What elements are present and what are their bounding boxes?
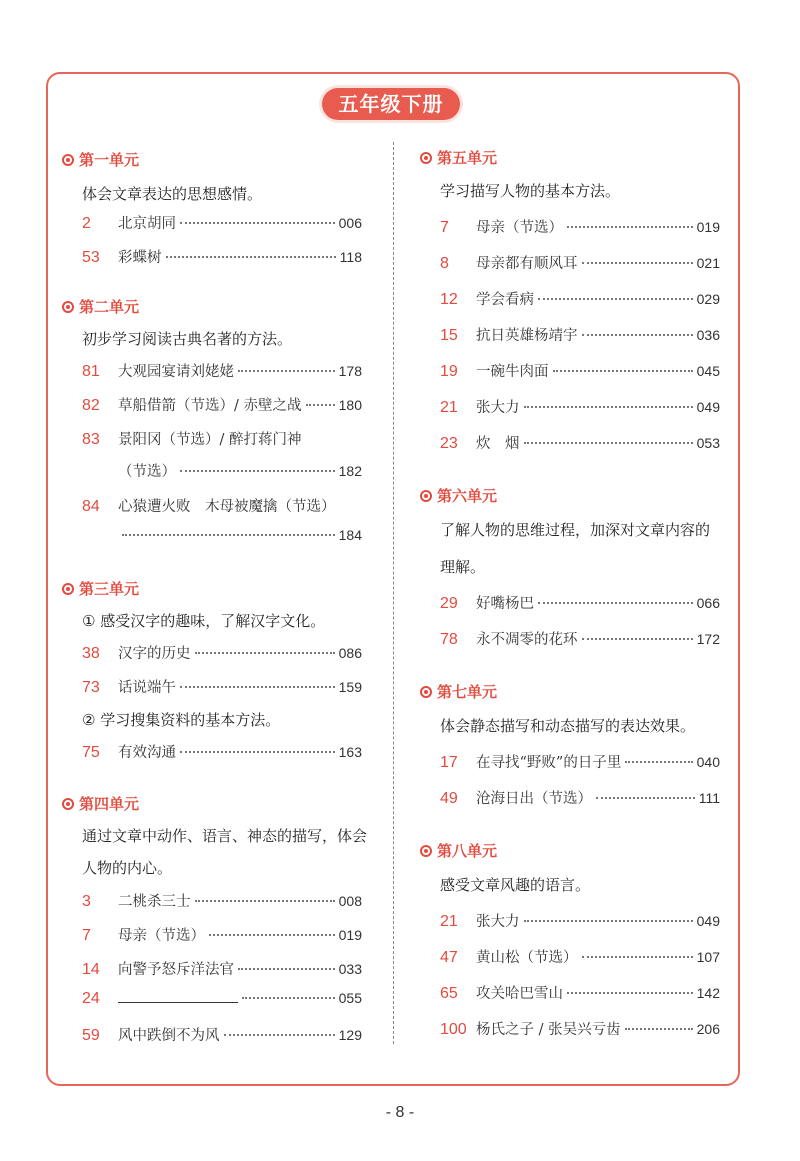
entry-number: 73 <box>82 679 100 696</box>
toc-entry[interactable] <box>440 787 720 808</box>
leader-dots <box>224 1034 335 1036</box>
leader-dots <box>306 404 335 406</box>
entry-page: 036 <box>696 327 720 343</box>
entry-title: 攻关哈巴雪山 <box>476 986 563 1002</box>
unit-heading[interactable] <box>420 485 497 506</box>
leader-dots <box>524 442 693 444</box>
unit-title: 第三单元 <box>79 580 140 598</box>
toc-entry[interactable] <box>82 246 362 267</box>
toc-entry[interactable] <box>440 360 720 381</box>
toc-entry[interactable] <box>440 982 720 1003</box>
entry-title: 景阳冈（节选）/ 醉打蒋门神 <box>118 432 302 448</box>
entry-number: 12 <box>440 291 458 308</box>
unit-title: 第七单元 <box>437 683 498 701</box>
entry-title: 彩蝶树 <box>118 250 162 266</box>
leader-dots <box>180 751 335 753</box>
entry-page: 180 <box>338 397 362 413</box>
entry-number: 14 <box>82 961 100 978</box>
entry-title: 母亲都有顺风耳 <box>476 256 578 272</box>
leader-dots <box>195 900 335 902</box>
unit-title: 第八单元 <box>437 842 498 860</box>
entry-title: 心猿遭火败 木母被魔擒（节选） <box>118 499 336 515</box>
entry-title: 沧海日出（节选） <box>476 791 592 807</box>
unit-heading[interactable] <box>420 147 497 168</box>
target-icon <box>62 583 74 595</box>
entry-number: 75 <box>82 744 100 761</box>
entry-title: 二桃杀三士 <box>118 894 191 910</box>
toc-entry[interactable] <box>82 642 362 663</box>
entry-page: 086 <box>338 645 362 661</box>
entry-number: 82 <box>82 397 100 414</box>
unit-heading[interactable] <box>62 793 139 814</box>
entry-page: 159 <box>338 679 362 695</box>
toc-entry[interactable] <box>82 990 362 1008</box>
leader-dots <box>538 602 693 604</box>
entry-page: 107 <box>696 949 720 965</box>
entry-title: 风中跌倒不为风 <box>118 1028 220 1044</box>
toc-entry[interactable] <box>82 360 362 381</box>
toc-entry[interactable] <box>82 958 362 979</box>
leader-dots <box>625 1028 693 1030</box>
entry-title: 北京胡同 <box>118 216 176 232</box>
unit-goal: 理解。 <box>440 558 486 576</box>
leader-dots <box>166 256 336 258</box>
entry-title: 永不凋零的花环 <box>476 632 578 648</box>
toc-entry[interactable] <box>440 1018 720 1039</box>
toc-entry[interactable] <box>440 946 720 967</box>
toc-entry[interactable] <box>82 741 362 762</box>
toc-entry[interactable] <box>82 428 362 449</box>
toc-entry[interactable] <box>82 394 362 415</box>
entry-title: 炊 烟 <box>476 436 520 452</box>
entry-number: 3 <box>82 893 91 910</box>
entry-number: 19 <box>440 363 458 380</box>
leader-dots <box>553 370 693 372</box>
toc-entry[interactable] <box>82 495 362 516</box>
target-icon <box>420 490 432 502</box>
unit-title: 第六单元 <box>437 487 498 505</box>
entry-page: 182 <box>338 463 362 479</box>
unit-heading[interactable] <box>62 578 139 599</box>
entry-page: 029 <box>696 291 720 307</box>
entry-page: 055 <box>338 990 362 1006</box>
entry-title: 母亲（节选） <box>476 220 563 236</box>
leader-dots <box>538 298 693 300</box>
entry-number: 23 <box>440 435 458 452</box>
entry-number: 21 <box>440 399 458 416</box>
entry-page: 163 <box>338 744 362 760</box>
entry-title: 话说端午 <box>118 680 176 696</box>
toc-entry[interactable] <box>82 890 362 911</box>
blank-title-line[interactable] <box>118 1002 238 1003</box>
entry-page: 111 <box>698 790 720 806</box>
entry-page: 049 <box>696 913 720 929</box>
entry-page: 142 <box>696 985 720 1001</box>
entry-page: 049 <box>696 399 720 415</box>
toc-entry[interactable] <box>82 212 362 233</box>
entry-number: 38 <box>82 645 100 662</box>
target-icon <box>62 301 74 313</box>
toc-entry[interactable] <box>82 924 362 945</box>
leader-dots <box>582 262 693 264</box>
entry-number: 7 <box>82 927 91 944</box>
entry-title: 向警予怒斥洋法官 <box>118 962 234 978</box>
entry-page: 008 <box>338 893 362 909</box>
entry-number: 49 <box>440 790 458 807</box>
leader-dots <box>596 797 695 799</box>
grade-title-badge: 五年级下册 <box>322 88 460 120</box>
entry-title: 学会看病 <box>476 292 534 308</box>
entry-title: 张大力 <box>476 914 520 930</box>
unit-title: 第五单元 <box>437 149 498 167</box>
entry-number: 53 <box>82 249 100 266</box>
unit-title: 第二单元 <box>79 298 140 316</box>
entry-page: 045 <box>696 363 720 379</box>
entry-number: 100 <box>440 1021 467 1038</box>
leader-dots <box>180 686 335 688</box>
entry-page: 172 <box>696 631 720 647</box>
leader-dots <box>582 956 693 958</box>
leader-dots <box>180 470 335 472</box>
entry-page: 053 <box>696 435 720 451</box>
unit-goal: 体会静态描写和动态描写的表达效果。 <box>440 717 696 735</box>
entry-number: 47 <box>440 949 458 966</box>
entry-page: 066 <box>696 595 720 611</box>
entry-page: 178 <box>338 363 362 379</box>
leader-dots <box>582 334 693 336</box>
target-icon <box>420 152 432 164</box>
unit-goal: 体会文章表达的思想感情。 <box>82 185 263 203</box>
entry-title: 张大力 <box>476 400 520 416</box>
entry-title: （节选） <box>118 464 176 480</box>
entry-title: 有效沟通 <box>118 745 176 761</box>
entry-title: 大观园宴请刘姥姥 <box>118 364 234 380</box>
toc-entry-continued[interactable] <box>118 460 362 481</box>
unit-goal: 人物的内心。 <box>82 859 173 877</box>
toc-entry[interactable] <box>440 432 720 453</box>
entry-number: 65 <box>440 985 458 1002</box>
entry-page: 006 <box>338 215 362 231</box>
unit-goal: 初步学习阅读古典名著的方法。 <box>82 330 293 348</box>
entry-title: 杨氏之子 / 张吴兴亏齿 <box>476 1022 621 1038</box>
entry-page: 033 <box>338 961 362 977</box>
column-divider <box>393 142 394 1044</box>
leader-dots <box>195 652 335 654</box>
unit-goal: 通过文章中动作、语言、神态的描写，体会 <box>82 827 368 845</box>
leader-dots <box>567 992 693 994</box>
unit-heading[interactable] <box>420 681 497 702</box>
toc-entry-continued[interactable] <box>122 527 362 543</box>
unit-goal: 了解人物的思维过程，加深对文章内容的 <box>440 521 711 539</box>
leader-dots <box>524 920 693 922</box>
entry-number: 59 <box>82 1027 100 1044</box>
entry-number: 84 <box>82 498 100 515</box>
toc-entry[interactable] <box>440 324 720 345</box>
leader-dots <box>242 997 335 999</box>
entry-number: 7 <box>440 219 449 236</box>
entry-title: 母亲（节选） <box>118 928 205 944</box>
entry-number: 17 <box>440 754 458 771</box>
entry-page: 184 <box>338 527 362 543</box>
unit-title: 第四单元 <box>79 795 140 813</box>
leader-dots <box>238 968 335 970</box>
leader-dots <box>524 406 693 408</box>
entry-title: 黄山松（节选） <box>476 950 578 966</box>
unit-goal: ① 感受汉字的趣味，了解汉字文化。 <box>82 612 326 630</box>
unit-heading[interactable] <box>420 840 497 861</box>
toc-entry[interactable] <box>440 216 720 237</box>
target-icon <box>420 686 432 698</box>
entry-page: 021 <box>696 255 720 271</box>
unit-heading[interactable] <box>62 149 139 170</box>
entry-page: 118 <box>339 249 362 265</box>
entry-title: 一碗牛肉面 <box>476 364 549 380</box>
entry-title: 在寻找“野败”的日子里 <box>476 755 622 771</box>
unit-goal: 感受文章风趣的语言。 <box>440 876 591 894</box>
target-icon <box>420 845 432 857</box>
entry-title: 草船借箭（节选）/ 赤壁之战 <box>118 398 302 414</box>
toc-entry[interactable] <box>440 628 720 649</box>
page-number: - 8 - <box>385 1104 415 1121</box>
entry-page: 206 <box>696 1021 720 1037</box>
entry-title: 好嘴杨巴 <box>476 596 534 612</box>
toc-entry[interactable] <box>440 592 720 613</box>
leader-dots <box>180 222 335 224</box>
entry-number: 8 <box>440 255 449 272</box>
leader-dots <box>582 638 693 640</box>
entry-number: 29 <box>440 595 458 612</box>
entry-page: 129 <box>338 1027 362 1043</box>
entry-number: 15 <box>440 327 458 344</box>
toc-entry[interactable] <box>440 910 720 931</box>
entry-number: 21 <box>440 913 458 930</box>
leader-dots <box>209 934 335 936</box>
entry-page: 019 <box>338 927 362 943</box>
toc-entry[interactable] <box>440 751 720 772</box>
unit-goal: 学习描写人物的基本方法。 <box>440 182 621 200</box>
leader-dots <box>122 534 335 536</box>
entry-title: 抗日英雄杨靖宇 <box>476 328 578 344</box>
unit-goal: ② 学习搜集资料的基本方法。 <box>82 711 281 729</box>
entry-page: 040 <box>696 754 720 770</box>
toc-entry[interactable] <box>82 676 362 697</box>
toc-entry[interactable] <box>440 252 720 273</box>
entry-number: 24 <box>82 990 100 1007</box>
toc-entry[interactable] <box>440 396 720 417</box>
entry-page: 019 <box>696 219 720 235</box>
entry-title: 汉字的历史 <box>118 646 191 662</box>
entry-number: 81 <box>82 363 100 380</box>
target-icon <box>62 154 74 166</box>
unit-heading[interactable] <box>62 296 139 317</box>
leader-dots <box>567 226 693 228</box>
toc-entry[interactable] <box>440 288 720 309</box>
entry-number: 2 <box>82 215 91 232</box>
entry-number: 78 <box>440 631 458 648</box>
leader-dots <box>625 761 692 763</box>
toc-entry[interactable] <box>82 1024 362 1045</box>
target-icon <box>62 798 74 810</box>
unit-title: 第一单元 <box>79 151 140 169</box>
leader-dots <box>238 370 335 372</box>
entry-number: 83 <box>82 431 100 448</box>
